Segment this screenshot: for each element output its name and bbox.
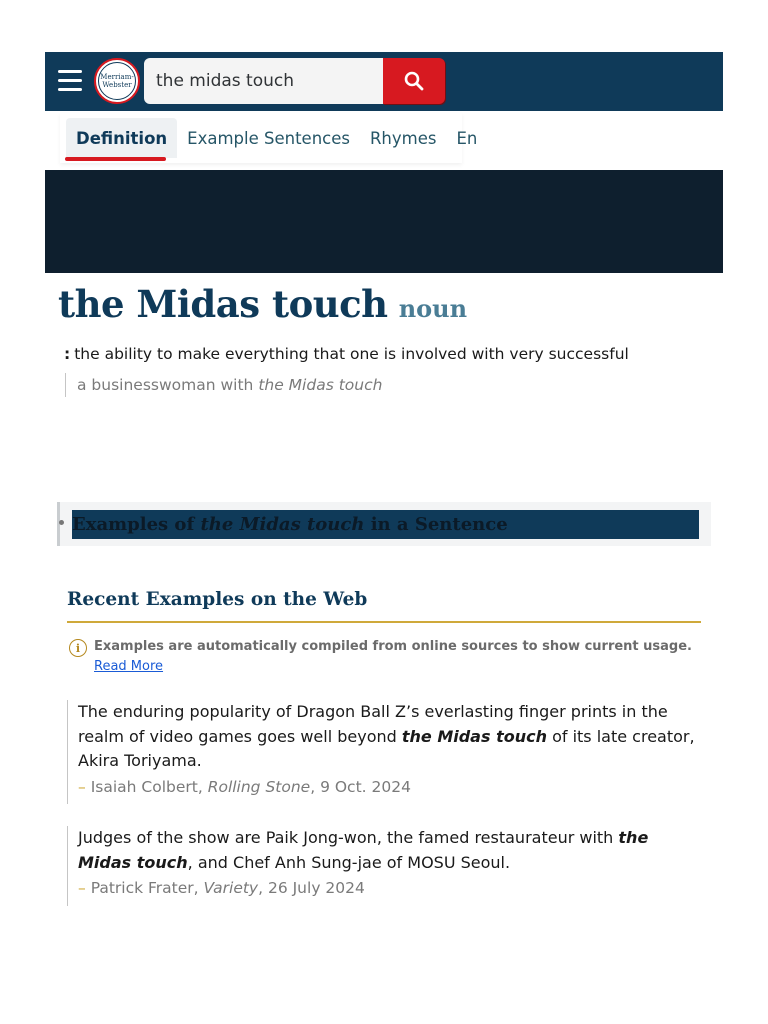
definition-example-prefix: a businesswoman with: [77, 376, 259, 394]
citation-author: Isaiah Colbert,: [90, 777, 208, 796]
web-example: [67, 700, 707, 804]
example-text: [78, 700, 707, 774]
citation-date: , 9 Oct. 2024: [310, 777, 411, 796]
headword-line: [58, 282, 467, 326]
definition-body: the ability to make everything that one is involved with very successful: [74, 345, 629, 363]
definition-example: [65, 373, 382, 397]
active-tab-indicator: [65, 157, 166, 161]
search-input[interactable]: [156, 71, 381, 91]
example-after: , and Chef Anh Sung-jae of MOSU Seoul.: [187, 852, 511, 872]
entry-tabs: [60, 113, 478, 163]
logo-line-2: Webster: [102, 81, 132, 89]
search-icon: [404, 71, 424, 91]
example-term: the Midas touch: [78, 828, 649, 872]
info-icon: i: [69, 639, 87, 657]
example-citation: [78, 877, 707, 899]
example-before: The enduring popularity of Dragon Ball Z’s everlasting finger prints in the realm of video games goes well beyond: [78, 702, 668, 746]
section-divider: [67, 621, 701, 623]
examples-section-header[interactable]: [57, 502, 711, 546]
example-before: Judges of the show are Paik Jong-won, the famed restaurateur with: [78, 828, 619, 847]
merriam-webster-logo[interactable]: [94, 58, 140, 104]
definition-example-term: the Midas touch: [258, 376, 383, 394]
search-button[interactable]: [383, 58, 445, 104]
logo-mark: [98, 62, 136, 100]
tab-rhymes[interactable]: Rhymes: [369, 128, 437, 148]
recent-examples-title: Recent Examples on the Web: [67, 589, 368, 610]
example-text: [78, 826, 707, 875]
logo-line-1: Merriam-: [100, 73, 134, 81]
part-of-speech[interactable]: noun: [398, 294, 468, 323]
example-after: of its late creator, Akira Toriyama.: [78, 726, 695, 770]
citation-dash: –: [78, 777, 91, 796]
bullet-icon: [59, 520, 64, 525]
site-header: [45, 52, 723, 111]
examples-section-title: [72, 510, 699, 539]
citation-author: Patrick Frater,: [90, 879, 204, 897]
notice-text: Examples are automatically compiled from online sources to show current usage.: [94, 639, 692, 654]
ad-banner: [45, 170, 723, 273]
examples-title-prefix: Examples of: [72, 514, 201, 535]
examples-title-term: the Midas touch: [200, 514, 365, 535]
read-more-link[interactable]: Read More: [94, 659, 164, 674]
citation-date: , 26 July 2024: [258, 879, 365, 897]
tab-definition[interactable]: Definition: [66, 118, 177, 158]
search-box[interactable]: [144, 58, 384, 104]
tab-example-sentences[interactable]: Example Sentences: [187, 128, 350, 148]
example-citation: [78, 776, 707, 798]
example-term: the Midas touch: [401, 726, 547, 746]
web-example: [67, 826, 707, 906]
examples-title-suffix: in a Sentence: [364, 514, 508, 535]
definition-colon: :: [64, 345, 71, 363]
citation-dash: –: [78, 879, 91, 897]
headword: the Midas touch: [58, 282, 388, 326]
definition-text: [64, 345, 714, 363]
citation-source: Variety: [203, 879, 259, 897]
citation-source: Rolling Stone: [207, 777, 311, 796]
tab-entries-truncated[interactable]: En: [456, 128, 478, 148]
hamburger-menu-icon[interactable]: [58, 70, 82, 92]
